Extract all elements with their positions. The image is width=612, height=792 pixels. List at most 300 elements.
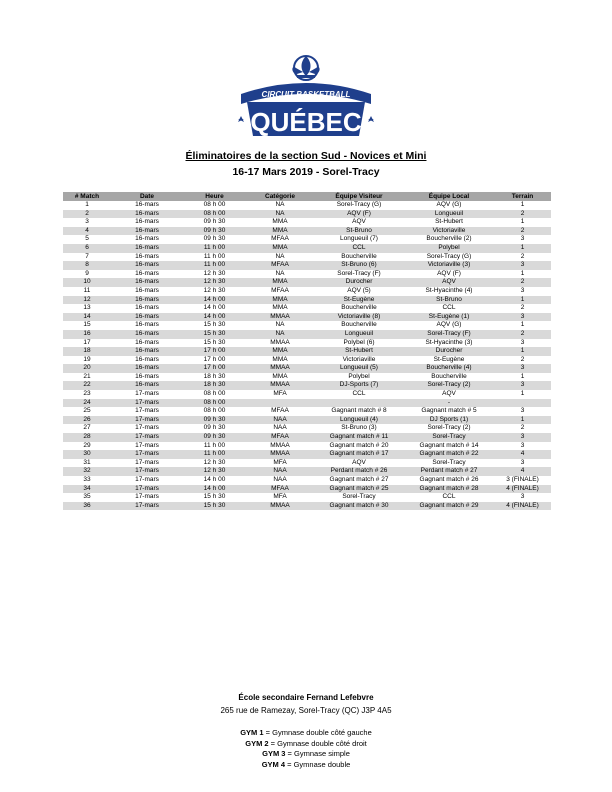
table-cell: Gagnant match # 22 (404, 450, 494, 459)
table-cell (494, 399, 551, 408)
table-cell: Durocher (404, 347, 494, 356)
table-cell: Gagnant match # 30 (314, 502, 404, 511)
table-cell: Gagnant match # 11 (314, 433, 404, 442)
table-cell: 11 h 00 (203, 441, 226, 449)
table-cell: 2 (494, 330, 551, 339)
table-cell: 12 (63, 296, 111, 305)
table-cell: 8 (63, 261, 111, 270)
table-cell: St-Eugène (314, 296, 404, 305)
table-cell: 16-mars (111, 330, 183, 339)
table-cell: NA (275, 321, 285, 329)
table-cell: 16-mars (111, 210, 183, 219)
table-cell: 13 (83, 304, 91, 312)
table-cell: 16-mars (111, 347, 183, 356)
schedule-table (63, 192, 551, 510)
table-row (63, 347, 551, 356)
gym-description: = Gymnase double (285, 759, 351, 769)
table-cell: 3 (FINALE) (506, 476, 539, 483)
table-cell: 16-mars (111, 381, 183, 390)
table-row (63, 227, 551, 236)
circuit-basketball-quebec-logo (233, 50, 379, 144)
table-cell: 30 (63, 450, 111, 459)
table-cell: 9 (85, 269, 89, 277)
gym-legend-line (0, 739, 612, 750)
table-cell: 1 (520, 372, 525, 380)
table-cell: MMAA (270, 338, 290, 346)
table-cell: Boucherville (4) (404, 364, 494, 373)
table-cell: 32 (63, 467, 111, 476)
table-cell: St-Eugène (1) (404, 313, 494, 322)
table-row (63, 330, 551, 339)
table-row (63, 210, 551, 219)
table-cell: 17-mars (135, 424, 159, 432)
table-row (63, 467, 551, 476)
table-cell: 17 h 00 (203, 355, 226, 363)
table-cell: 3 (494, 261, 551, 270)
table-cell: 4 (63, 227, 111, 236)
table-cell: St-Bruno (6) (314, 261, 404, 270)
table-cell: DJ-Sports (7) (314, 381, 404, 390)
table-cell: CCL (442, 493, 456, 501)
table-cell: NA (246, 330, 314, 339)
table-cell: 17-mars (111, 433, 183, 442)
table-row (63, 201, 551, 210)
table-cell (314, 399, 404, 408)
table-row (63, 356, 551, 365)
table-cell: Sorel-Tracy (G) (336, 201, 382, 208)
table-row (63, 244, 551, 253)
table-cell: MFAA (271, 407, 289, 415)
table-cell: 09 h 30 (183, 416, 246, 425)
column-header: Équipe Local (404, 192, 494, 201)
table-cell: NAA (273, 424, 287, 432)
table-cell: 1 (520, 201, 525, 208)
table-cell: 16-mars (135, 201, 159, 208)
table-cell: 31 (83, 458, 91, 466)
table-cell: 36 (63, 502, 111, 511)
table-cell: MMAA (246, 502, 314, 511)
table-cell: 16-mars (111, 244, 183, 253)
table-cell: 17-mars (135, 476, 159, 483)
table-cell: 16-mars (135, 304, 159, 312)
star-icon (368, 116, 374, 122)
table-cell: CCL (442, 304, 456, 312)
table-cell: 2 (494, 227, 551, 236)
table-cell: 19 (83, 355, 91, 363)
table-cell: MFA (273, 390, 287, 398)
table-cell: NAA (246, 467, 314, 476)
table-cell: 24 (63, 399, 111, 408)
table-cell: 18 h 30 (203, 372, 226, 380)
table-cell: Longueuil (404, 210, 494, 219)
table-cell: 1 (520, 269, 525, 277)
table-cell: 09 h 30 (183, 227, 246, 236)
table-cell: St-Hyacinthe (3) (425, 338, 473, 346)
table-cell: 17 h 00 (183, 364, 246, 373)
table-cell: 26 (63, 416, 111, 425)
table-cell: AQV (G) (436, 201, 462, 208)
table-cell: MMAA (246, 313, 314, 322)
table-row (63, 304, 551, 313)
table-cell: 15 h 30 (203, 493, 226, 501)
table-cell: 3 (520, 407, 525, 415)
table-cell: MMA (246, 296, 314, 305)
column-header: Date (111, 192, 183, 201)
gym-label: GYM 3 (262, 749, 286, 758)
table-cell: 1 (85, 201, 89, 208)
gym-description: = Gymnase double côté droit (268, 738, 367, 748)
table-cell: Longueuil (4) (314, 416, 404, 425)
table-cell: 3 (520, 458, 525, 466)
table-cell: 4 (FINALE) (494, 485, 551, 494)
column-header: Équipe Visiteur (314, 192, 404, 201)
table-cell: 17-mars (135, 407, 159, 415)
table-cell: Victoriaville (3) (404, 261, 494, 270)
table-cell: Boucherville (341, 304, 377, 312)
table-row (63, 235, 551, 244)
table-cell: 15 h 30 (183, 502, 246, 511)
table-cell: MMA (272, 218, 288, 226)
table-cell: AQV (404, 278, 494, 287)
table-cell: St-Hyacinthe (4) (425, 286, 473, 294)
table-cell: Sorel-Tracy (2) (404, 381, 494, 390)
table-cell: Polybel (6) (343, 338, 375, 346)
table-row (63, 442, 551, 451)
table-cell: NA (246, 210, 314, 219)
table-cell: 16-mars (111, 364, 183, 373)
table-cell: Gagnant match # 27 (329, 476, 389, 483)
table-cell: Sorel-Tracy (404, 433, 494, 442)
table-cell: 11 h 00 (203, 252, 226, 260)
table-cell: 18 (63, 347, 111, 356)
schedule-table-body (63, 201, 551, 510)
table-cell: Durocher (314, 278, 404, 287)
table-cell: 16-mars (111, 296, 183, 305)
table-cell: 12 h 30 (183, 278, 246, 287)
page-subtitle: 16-17 Mars 2019 - Sorel-Tracy (232, 166, 380, 178)
table-cell: 33 (83, 476, 91, 483)
table-cell: Perdant match # 26 (314, 467, 404, 476)
logo-graphic (233, 50, 379, 144)
table-cell: 15 (83, 321, 91, 329)
table-cell: 2 (520, 304, 525, 312)
table-cell: AQV (5) (347, 286, 371, 294)
table-cell: 21 (83, 372, 91, 380)
table-cell: Boucherville (341, 252, 377, 260)
table-cell: 12 h 30 (203, 458, 226, 466)
table-cell: 12 h 30 (203, 269, 226, 277)
table-cell: 3 (85, 218, 89, 226)
table-row (63, 433, 551, 442)
table-cell: St-Hubert (314, 347, 404, 356)
star-icon (238, 116, 244, 122)
table-cell: NA (275, 269, 285, 277)
table-cell: 16-mars (135, 218, 159, 226)
table-cell: AQV (352, 458, 366, 466)
table-cell: 2 (520, 424, 525, 432)
table-cell: 11 h 00 (183, 244, 246, 253)
table-cell: 11 h 00 (183, 261, 246, 270)
table-cell: 7 (85, 252, 89, 260)
table-row (63, 218, 551, 227)
table-row (63, 278, 551, 287)
table-cell: 27 (83, 424, 91, 432)
table-cell: Perdant match # 27 (404, 467, 494, 476)
table-cell: 18 h 30 (183, 381, 246, 390)
column-header: # Match (63, 192, 111, 201)
page-title: Éliminatoires de la section Sud - Novices et Mini (185, 150, 427, 162)
table-cell: 17-mars (111, 399, 183, 408)
table-row (63, 485, 551, 494)
table-row (63, 287, 551, 296)
table-cell: MMA (246, 227, 314, 236)
gym-description: = Gymnase double côté gauche (263, 728, 372, 737)
logo-top-text: CIRCUIT BASKETBALL (261, 90, 351, 99)
table-cell: 17-mars (135, 458, 159, 466)
table-cell: NAA (246, 416, 314, 425)
table-row (63, 416, 551, 425)
table-cell: 20 (63, 364, 111, 373)
table-cell: 11 (83, 286, 91, 294)
table-cell: St-Bruno (3) (341, 424, 377, 432)
table-cell: MMAA (246, 450, 314, 459)
table-cell: 16-mars (135, 321, 159, 329)
table-cell: 16 (63, 330, 111, 339)
table-cell: Sorel-Tracy (432, 458, 466, 466)
table-cell: 3 (520, 493, 525, 501)
table-cell: 08 h 00 (183, 399, 246, 408)
logo-main-text: QUÉBEC (250, 107, 362, 137)
table-cell: 16-mars (135, 286, 159, 294)
table-cell: Polybel (404, 244, 494, 253)
table-cell: 2 (494, 210, 551, 219)
table-cell: 1 (494, 244, 551, 253)
table-cell: 15 h 30 (203, 338, 226, 346)
table-cell: 35 (83, 493, 91, 501)
table-cell: 08 h 00 (183, 210, 246, 219)
table-cell: MMA (246, 347, 314, 356)
table-cell: 08 h 00 (203, 407, 226, 415)
table-row (63, 381, 551, 390)
table-cell: 09 h 30 (203, 424, 226, 432)
table-cell: Sorel-Tracy (2) (427, 424, 471, 432)
gym-label: GYM 1 (240, 728, 264, 737)
table-cell: 17-mars (135, 390, 159, 398)
table-cell: MMA (246, 244, 314, 253)
table-cell: 2 (520, 355, 525, 363)
table-cell: 2 (494, 278, 551, 287)
table-cell: Gagnant match # 20 (329, 441, 389, 449)
gym-label: GYM 2 (245, 738, 269, 748)
table-cell: 17 (83, 338, 91, 346)
school-address: 265 rue de Ramezay, Sorel-Tracy (QC) J3P 4A5 (220, 706, 392, 715)
table-cell: Longueuil (314, 330, 404, 339)
table-row (63, 493, 551, 502)
table-row (63, 296, 551, 305)
table-cell: 11 h 00 (183, 450, 246, 459)
column-header: Heure (183, 192, 246, 201)
table-cell: 09 h 30 (183, 433, 246, 442)
table-cell: Sorel-Tracy (342, 493, 376, 501)
table-cell: 2 (63, 210, 111, 219)
table-cell: 16-mars (135, 235, 159, 243)
table-cell: AQV (G) (436, 321, 462, 329)
table-cell: 14 h 00 (203, 476, 226, 483)
table-row (63, 450, 551, 459)
table-cell: 1 (520, 218, 525, 226)
table-cell: 22 (63, 381, 111, 390)
table-cell: 16-mars (111, 227, 183, 236)
table-cell: Longueuil (5) (314, 364, 404, 373)
table-cell: 16-mars (135, 338, 159, 346)
table-cell: 16-mars (111, 313, 183, 322)
table-cell: MFA (273, 493, 287, 501)
table-cell: 1 (494, 296, 551, 305)
gym-legend (0, 728, 612, 770)
table-cell: St-Eugène (433, 355, 465, 363)
table-cell: MMAA (270, 441, 290, 449)
table-row (63, 270, 551, 279)
table-cell: 17-mars (111, 502, 183, 511)
school-name: École secondaire Fernand Lefebvre (238, 693, 374, 702)
table-cell: 4 (494, 450, 551, 459)
table-cell: St-Bruno (404, 296, 494, 305)
table-cell: 15 h 30 (183, 330, 246, 339)
table-cell: 3 (494, 381, 551, 390)
table-cell: DJ Sports (1) (404, 416, 494, 425)
table-row (63, 390, 551, 399)
table-cell: NAA (273, 476, 287, 483)
table-cell: MFAA (271, 286, 289, 294)
table-cell: 14 h 00 (183, 296, 246, 305)
table-cell: 6 (63, 244, 111, 253)
table-cell: 1 (520, 321, 525, 329)
table-cell: MFAA (271, 235, 289, 243)
table-cell (246, 399, 314, 408)
table-cell: CCL (352, 390, 366, 398)
table-cell: 17-mars (111, 416, 183, 425)
table-cell: AQV (442, 390, 456, 398)
table-cell: Gagnant match # 26 (419, 476, 479, 483)
table-cell: AQV (F) (437, 269, 461, 277)
table-cell: AQV (352, 218, 366, 226)
table-row (63, 339, 551, 348)
table-cell: MFA (273, 458, 287, 466)
table-cell: NA (275, 201, 285, 208)
table-cell: Victoriaville (342, 355, 376, 363)
table-row (63, 261, 551, 270)
table-cell: 14 h 00 (183, 485, 246, 494)
table-cell: Victoriaville (8) (314, 313, 404, 322)
table-cell: 3 (494, 433, 551, 442)
gym-legend-line (0, 728, 612, 739)
table-cell: MMA (272, 304, 288, 312)
table-cell: 16-mars (111, 261, 183, 270)
table-cell: - (404, 399, 494, 408)
column-header: Catégorie (246, 192, 314, 201)
table-row (63, 407, 551, 416)
table-cell: 17-mars (111, 450, 183, 459)
table-cell: 3 (520, 338, 525, 346)
table-cell: MMA (272, 372, 288, 380)
table-cell: 17-mars (135, 441, 159, 449)
table-row (63, 321, 551, 330)
gym-label: GYM 4 (261, 759, 286, 769)
table-cell: 14 h 00 (183, 313, 246, 322)
table-cell: 17-mars (135, 493, 159, 501)
table-cell: 1 (520, 390, 525, 398)
table-cell: 25 (83, 407, 91, 415)
table-cell: 17-mars (111, 467, 183, 476)
table-cell: Gagnant match # 25 (314, 485, 404, 494)
table-cell: MMAA (246, 364, 314, 373)
table-row (63, 364, 551, 373)
table-cell: 14 h 00 (203, 304, 226, 312)
table-row (63, 502, 551, 511)
table-cell: Longueuil (7) (340, 235, 378, 243)
table-cell: 09 h 30 (203, 235, 226, 243)
table-cell: MFAA (246, 433, 314, 442)
table-cell: 4 (FINALE) (494, 502, 551, 511)
table-cell: Sorel-Tracy (G) (426, 252, 472, 260)
table-row (63, 399, 551, 408)
table-cell: 3 (520, 441, 525, 449)
table-cell: 16-mars (135, 372, 159, 380)
table-row (63, 459, 551, 468)
table-cell: Gagnant match # 29 (404, 502, 494, 511)
table-cell: Victoriaville (404, 227, 494, 236)
table-cell: Gagnant match # 28 (404, 485, 494, 494)
table-cell: MMAA (246, 381, 314, 390)
table-cell: Gagnant match # 8 (331, 407, 387, 415)
table-row (63, 424, 551, 433)
table-cell: Gagnant match # 14 (419, 441, 479, 449)
table-cell: 29 (83, 441, 91, 449)
table-cell: Boucherville (341, 321, 377, 329)
table-cell: 1 (494, 347, 551, 356)
table-cell: 12 h 30 (203, 286, 226, 294)
table-cell: 5 (85, 235, 89, 243)
table-cell: MFAA (246, 261, 314, 270)
table-cell: Gagnant match # 17 (314, 450, 404, 459)
table-cell: 2 (520, 252, 525, 260)
table-cell: St-Bruno (314, 227, 404, 236)
gym-description: = Gymnase simple (285, 749, 350, 758)
table-cell: NA (275, 252, 285, 260)
table-cell: CCL (314, 244, 404, 253)
table-cell: Boucherville (431, 372, 467, 380)
gym-legend-line (0, 760, 612, 771)
column-header: Terrain (494, 192, 551, 201)
table-cell: Boucherville (2) (426, 235, 472, 243)
table-row (63, 253, 551, 262)
table-header-row (63, 192, 551, 201)
table-cell: 16-mars (111, 278, 183, 287)
table-cell: 16-mars (135, 355, 159, 363)
table-cell: MMA (246, 278, 314, 287)
gym-legend-line (0, 749, 612, 760)
table-cell: 3 (494, 364, 551, 373)
table-cell: 12 h 30 (183, 467, 246, 476)
table-cell: 3 (520, 235, 525, 243)
table-cell: 28 (63, 433, 111, 442)
table-cell: 23 (83, 390, 91, 398)
table-cell: MFAA (246, 485, 314, 494)
table-cell: 08 h 00 (203, 390, 226, 398)
table-cell: Sorel-Tracy (F) (337, 269, 381, 277)
table-cell: St-Hubert (435, 218, 463, 226)
table-cell: MMA (272, 355, 288, 363)
